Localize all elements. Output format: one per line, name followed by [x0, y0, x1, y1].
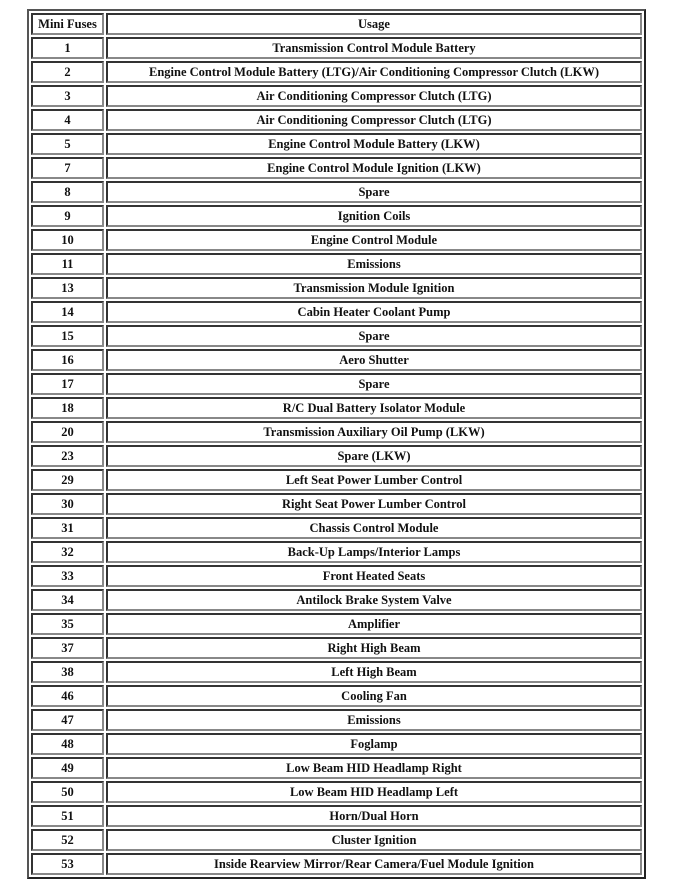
fuse-number: 4 — [31, 109, 104, 131]
fuse-usage: R/C Dual Battery Isolator Module — [106, 397, 642, 419]
fuse-usage: Cabin Heater Coolant Pump — [106, 301, 642, 323]
table-row — [31, 589, 642, 611]
fuse-usage: Cluster Ignition — [106, 829, 642, 851]
fuse-number: 5 — [31, 133, 104, 155]
table-row — [31, 685, 642, 707]
fuse-usage: Front Heated Seats — [106, 565, 642, 587]
fuse-usage: Chassis Control Module — [106, 517, 642, 539]
fuse-usage: Engine Control Module — [106, 229, 642, 251]
fuse-usage: Transmission Module Ignition — [106, 277, 642, 299]
table-row — [31, 133, 642, 155]
table-row — [31, 517, 642, 539]
fuse-number: 17 — [31, 373, 104, 395]
table-header-row — [31, 13, 642, 35]
fuse-usage: Spare — [106, 181, 642, 203]
fuse-usage: Transmission Auxiliary Oil Pump (LKW) — [106, 421, 642, 443]
table-row — [31, 757, 642, 779]
fuse-usage: Cooling Fan — [106, 685, 642, 707]
table-row — [31, 637, 642, 659]
table-row — [31, 445, 642, 467]
table-row — [31, 541, 642, 563]
fuse-usage: Back-Up Lamps/Interior Lamps — [106, 541, 642, 563]
fuse-number: 16 — [31, 349, 104, 371]
table-row — [31, 373, 642, 395]
fuse-number: 37 — [31, 637, 104, 659]
fuse-number: 38 — [31, 661, 104, 683]
table-row — [31, 253, 642, 275]
fuse-table — [27, 9, 646, 879]
table-row — [31, 157, 642, 179]
fuse-usage: Foglamp — [106, 733, 642, 755]
table-row — [31, 661, 642, 683]
table-row — [31, 37, 642, 59]
fuse-number: 33 — [31, 565, 104, 587]
fuse-number: 35 — [31, 613, 104, 635]
table-row — [31, 613, 642, 635]
table-row — [31, 325, 642, 347]
table-row — [31, 181, 642, 203]
table-row — [31, 733, 642, 755]
fuse-usage: Engine Control Module Battery (LKW) — [106, 133, 642, 155]
fuse-number: 52 — [31, 829, 104, 851]
fuse-number: 15 — [31, 325, 104, 347]
table-row — [31, 109, 642, 131]
fuse-number: 50 — [31, 781, 104, 803]
fuse-number: 47 — [31, 709, 104, 731]
fuse-usage: Right Seat Power Lumber Control — [106, 493, 642, 515]
header-mini-fuses: Mini Fuses — [31, 13, 104, 35]
fuse-usage: Low Beam HID Headlamp Left — [106, 781, 642, 803]
fuse-number: 53 — [31, 853, 104, 875]
fuse-number: 2 — [31, 61, 104, 83]
fuse-usage: Left High Beam — [106, 661, 642, 683]
table-row — [31, 781, 642, 803]
fuse-number: 13 — [31, 277, 104, 299]
table-row — [31, 229, 642, 251]
fuse-usage: Ignition Coils — [106, 205, 642, 227]
table-row — [31, 349, 642, 371]
fuse-number: 7 — [31, 157, 104, 179]
table-row — [31, 493, 642, 515]
table-row — [31, 853, 642, 875]
table-row — [31, 397, 642, 419]
fuse-number: 34 — [31, 589, 104, 611]
fuse-usage: Spare — [106, 373, 642, 395]
table-row — [31, 829, 642, 851]
fuse-usage: Spare — [106, 325, 642, 347]
fuse-number: 3 — [31, 85, 104, 107]
table-row — [31, 709, 642, 731]
fuse-usage: Engine Control Module Battery (LTG)/Air Conditioning Compressor Clutch (LKW) — [106, 61, 642, 83]
fuse-number: 48 — [31, 733, 104, 755]
fuse-usage: Air Conditioning Compressor Clutch (LTG) — [106, 85, 642, 107]
table-row — [31, 469, 642, 491]
header-usage: Usage — [106, 13, 642, 35]
fuse-number: 49 — [31, 757, 104, 779]
fuse-usage: Engine Control Module Ignition (LKW) — [106, 157, 642, 179]
table-row — [31, 61, 642, 83]
table-row — [31, 277, 642, 299]
fuse-number: 31 — [31, 517, 104, 539]
fuse-usage: Emissions — [106, 709, 642, 731]
fuse-number: 30 — [31, 493, 104, 515]
fuse-number: 46 — [31, 685, 104, 707]
fuse-number: 20 — [31, 421, 104, 443]
fuse-usage: Air Conditioning Compressor Clutch (LTG) — [106, 109, 642, 131]
table-row — [31, 421, 642, 443]
fuse-usage: Right High Beam — [106, 637, 642, 659]
fuse-number: 18 — [31, 397, 104, 419]
fuse-number: 32 — [31, 541, 104, 563]
fuse-number: 11 — [31, 253, 104, 275]
fuse-number: 9 — [31, 205, 104, 227]
fuse-usage: Amplifier — [106, 613, 642, 635]
fuse-usage: Aero Shutter — [106, 349, 642, 371]
fuse-number: 29 — [31, 469, 104, 491]
fuse-usage: Horn/Dual Horn — [106, 805, 642, 827]
fuse-usage: Low Beam HID Headlamp Right — [106, 757, 642, 779]
fuse-usage: Emissions — [106, 253, 642, 275]
table-row — [31, 301, 642, 323]
table-row — [31, 565, 642, 587]
table-row — [31, 85, 642, 107]
fuse-number: 51 — [31, 805, 104, 827]
fuse-usage: Inside Rearview Mirror/Rear Camera/Fuel Module Ignition — [106, 853, 642, 875]
table-row — [31, 205, 642, 227]
fuse-number: 8 — [31, 181, 104, 203]
fuse-number: 10 — [31, 229, 104, 251]
fuse-table-body — [31, 13, 642, 875]
fuse-number: 23 — [31, 445, 104, 467]
table-row — [31, 805, 642, 827]
fuse-number: 1 — [31, 37, 104, 59]
fuse-usage: Left Seat Power Lumber Control — [106, 469, 642, 491]
fuse-number: 14 — [31, 301, 104, 323]
fuse-usage: Spare (LKW) — [106, 445, 642, 467]
fuse-usage: Antilock Brake System Valve — [106, 589, 642, 611]
fuse-usage: Transmission Control Module Battery — [106, 37, 642, 59]
